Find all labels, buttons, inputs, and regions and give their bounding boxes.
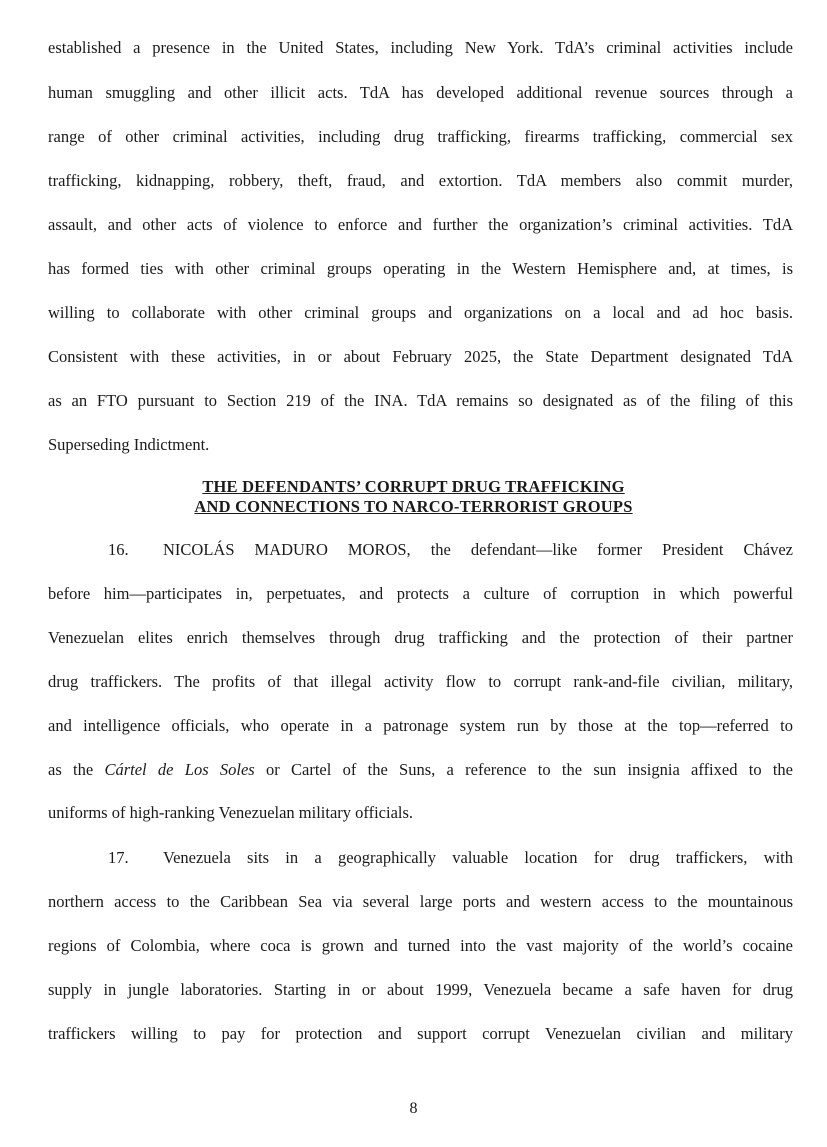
text-line: willing to collaborate with other criminal groups and organizations on a local and ad hoc basis. bbox=[48, 303, 793, 322]
text-line: Venezuelan elites enrich themselves through drug trafficking and the protection of their partner bbox=[48, 628, 793, 647]
text-line: regions of Colombia, where coca is grown and turned into the vast majority of the world’s cocaine bbox=[48, 936, 793, 955]
text-line: supply in jungle laboratories. Starting in or about 1999, Venezuela became a safe haven for drug bbox=[48, 980, 793, 999]
paragraph-number: 17. bbox=[108, 848, 129, 867]
paragraph-first-line bbox=[108, 540, 793, 560]
paragraph-first-line-text: Venezuela sits in a geographically valuable location for drug traffickers, with bbox=[163, 848, 793, 867]
text-line: established a presence in the United States, including New York. TdA’s criminal activities include bbox=[48, 38, 793, 57]
text-line: uniforms of high-ranking Venezuelan military officials. bbox=[48, 803, 414, 822]
text-line: Superseding Indictment. bbox=[48, 435, 210, 454]
text-segment: as the bbox=[48, 760, 105, 779]
text-line: and intelligence officials, who operate in a patronage system run by those at the top—referred to bbox=[48, 716, 793, 735]
text-line: has formed ties with other criminal groups operating in the Western Hemisphere and, at times, is bbox=[48, 259, 793, 278]
text-line-with-italic bbox=[48, 760, 793, 780]
text-line: before him—participates in, perpetuates, and protects a culture of corruption in which powerful bbox=[48, 584, 793, 603]
text-segment: or Cartel of the Suns, a reference to the sun insignia affixed to the bbox=[254, 760, 794, 779]
text-line: human smuggling and other illicit acts. TdA has developed additional revenue sources through a bbox=[48, 83, 793, 102]
text-line: northern access to the Caribbean Sea via several large ports and western access to the mountainous bbox=[48, 892, 793, 911]
section-heading-line-1: THE DEFENDANTS’ CORRUPT DRUG TRAFFICKING bbox=[202, 477, 625, 496]
text-line: range of other criminal activities, including drug trafficking, firearms trafficking, commercial sex bbox=[48, 127, 793, 146]
italic-term: Cártel de Los Soles bbox=[104, 760, 255, 779]
paragraph-first-line-text: NICOLÁS MADURO MOROS, the defendant—like former President Chávez bbox=[163, 540, 793, 559]
paragraph-first-line bbox=[108, 848, 793, 868]
text-line: assault, and other acts of violence to enforce and further the organization’s criminal activities. TdA bbox=[48, 215, 793, 234]
section-heading-line-2: AND CONNECTIONS TO NARCO-TERRORIST GROUPS bbox=[194, 497, 633, 516]
page-number: 8 bbox=[409, 1100, 418, 1117]
text-line: drug traffickers. The profits of that illegal activity flow to corrupt rank-and-file civilian, military, bbox=[48, 672, 793, 691]
text-line: as an FTO pursuant to Section 219 of the INA. TdA remains so designated as of the filing of this bbox=[48, 391, 793, 410]
text-line: traffickers willing to pay for protection and support corrupt Venezuelan civilian and military bbox=[48, 1024, 793, 1043]
paragraph-number: 16. bbox=[108, 540, 129, 559]
text-line: Consistent with these activities, in or about February 2025, the State Department designated TdA bbox=[48, 347, 793, 366]
text-line: trafficking, kidnapping, robbery, theft, fraud, and extortion. TdA members also commit murder, bbox=[48, 171, 793, 190]
